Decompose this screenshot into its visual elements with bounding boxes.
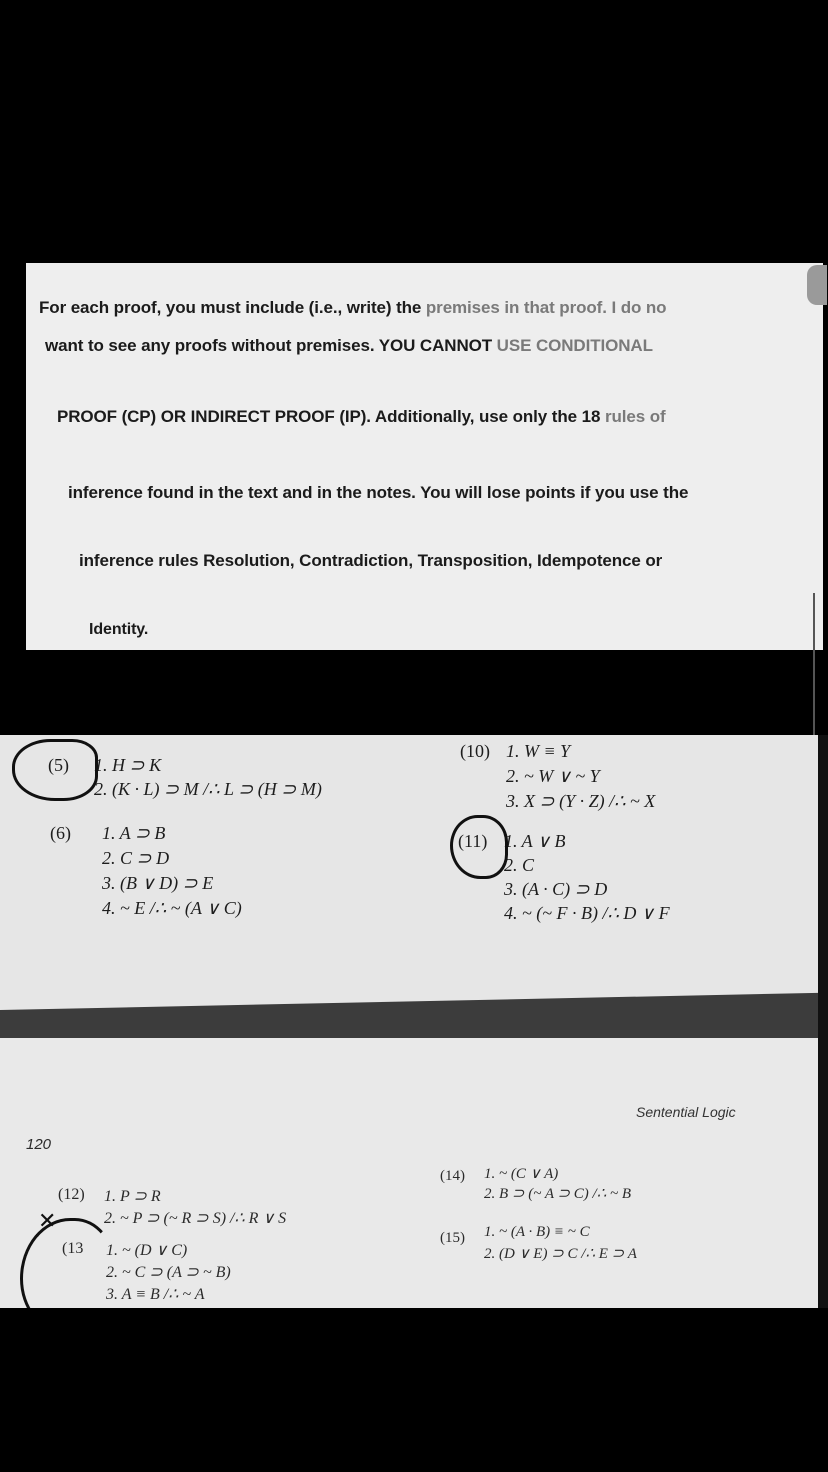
- premise-line: 4. ~ E /∴ ~ (A ∨ C): [102, 898, 242, 918]
- instruction-text: PROOF (CP) OR INDIRECT PROOF (IP). Additionally, use only the 18: [57, 407, 605, 426]
- premise-line: 2. ~ P ⊃ (~ R ⊃ S) /∴ R ∨ S: [104, 1210, 287, 1227]
- premise-line: 2. (K · L) ⊃ M /∴ L ⊃ (H ⊃ M): [94, 779, 322, 799]
- premise-line: 4. ~ (~ F · B) /∴ D ∨ F: [504, 903, 670, 923]
- premise-line: 2. ~ W ∨ ~ Y: [506, 766, 600, 786]
- exercise-number: (12): [58, 1186, 85, 1203]
- page-number: 120: [26, 1136, 52, 1153]
- instruction-line-3: [57, 407, 666, 427]
- premise-line: 1. W ≡ Y: [506, 741, 571, 761]
- exercise-number: (10): [460, 741, 490, 761]
- premise-line: 1. A ⊃ B: [102, 823, 166, 843]
- instructions-sheet: [26, 263, 823, 650]
- photo-edge: [818, 735, 828, 1308]
- premise-line: 3. A ≡ B /∴ ~ A: [106, 1286, 205, 1303]
- textbook-exercises-top: [0, 735, 818, 1017]
- exercise-number: (11): [458, 831, 488, 851]
- instruction-text-faded: USE CONDITIONAL: [496, 336, 653, 355]
- exercise-number: (14): [440, 1168, 465, 1184]
- textbook-exercises-bottom: [0, 1038, 818, 1308]
- instruction-text-faded: premises in that proof. I do no: [425, 298, 667, 317]
- premise-line: 1. ~ (D ∨ C): [106, 1242, 188, 1259]
- premise-line: 1. P ⊃ R: [104, 1188, 161, 1205]
- instruction-text: want to see any proofs without premises. YOU CANNOT: [45, 336, 497, 355]
- instruction-line-5: inference rules Resolution, Contradiction, Transposition, Idempotence or: [79, 551, 663, 570]
- premise-line: 3. X ⊃ (Y · Z) /∴ ~ X: [506, 791, 656, 811]
- scroll-handle[interactable]: [807, 265, 827, 305]
- running-head: Sentential Logic: [636, 1104, 736, 1120]
- handwritten-circle-mark: [20, 1218, 116, 1308]
- instruction-line-1: [39, 298, 666, 318]
- exercise-number: (13: [62, 1240, 84, 1257]
- exercise-number: (15): [440, 1230, 465, 1246]
- exercise-number: (5): [48, 755, 69, 775]
- premise-line: 2. B ⊃ (~ A ⊃ C) /∴ ~ B: [484, 1186, 632, 1202]
- instruction-line-2: [45, 336, 653, 356]
- premise-line: 1. ~ (A · B) ≡ ~ C: [484, 1224, 590, 1240]
- premise-line: 1. A ∨ B: [504, 831, 566, 851]
- instruction-text: For each proof, you must include (i.e., write) the: [39, 298, 426, 317]
- premise-line: 2. (D ∨ E) ⊃ C /∴ E ⊃ A: [484, 1246, 637, 1262]
- instruction-text-faded: rules of: [604, 407, 666, 426]
- premise-line: 3. (B ∨ D) ⊃ E: [102, 873, 214, 893]
- instruction-line-6: Identity.: [89, 621, 149, 638]
- instruction-line-4: inference found in the text and in the notes. You will lose points if you use the: [68, 483, 689, 502]
- premise-line: 3. (A · C) ⊃ D: [504, 879, 608, 899]
- handwritten-circle-mark: [12, 739, 98, 801]
- premise-line: 2. C: [504, 855, 535, 875]
- handwritten-x-mark: ✕: [38, 1208, 57, 1233]
- exercise-number: (6): [50, 823, 71, 843]
- premise-line: 2. ~ C ⊃ (A ⊃ ~ B): [106, 1264, 231, 1281]
- premise-line: 1. H ⊃ K: [94, 755, 162, 775]
- premise-line: 1. ~ (C ∨ A): [484, 1166, 559, 1182]
- handwritten-circle-mark: [450, 815, 508, 879]
- premise-line: 2. C ⊃ D: [102, 848, 170, 868]
